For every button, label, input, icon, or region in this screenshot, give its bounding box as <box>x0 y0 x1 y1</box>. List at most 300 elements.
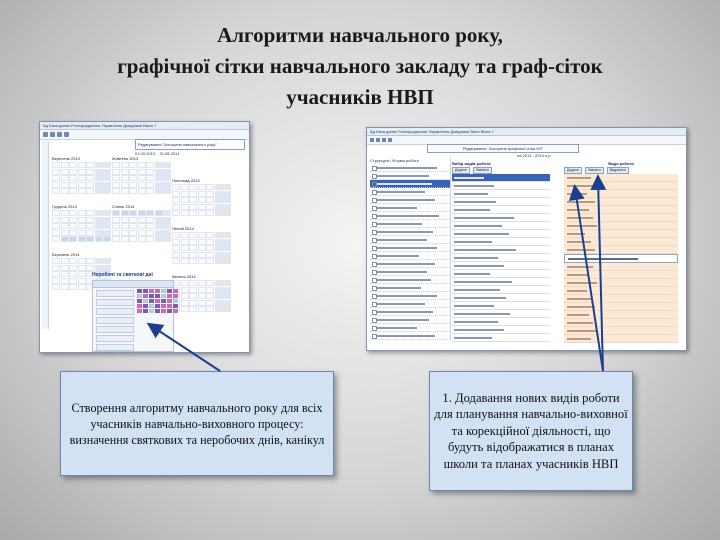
calendar-day-cell[interactable] <box>189 184 197 190</box>
calendar-day-cell[interactable] <box>129 223 137 229</box>
calendar-day-cell[interactable] <box>112 162 120 168</box>
calendar-day-cell[interactable] <box>206 239 214 245</box>
calendar-day-cell[interactable] <box>223 287 231 293</box>
calendar-day-cell[interactable] <box>163 236 171 242</box>
calendar-day-cell[interactable] <box>206 191 214 197</box>
tree-node[interactable] <box>370 292 450 300</box>
edit-button[interactable]: Змінити <box>473 167 492 174</box>
calendar-day-cell[interactable] <box>61 271 69 277</box>
calendar-day-cell[interactable] <box>129 162 137 168</box>
list-item[interactable] <box>452 190 550 198</box>
calendar-day-cell[interactable] <box>172 184 180 190</box>
calendar-day-cell[interactable] <box>172 191 180 197</box>
edit-button[interactable]: Змінити <box>585 167 604 174</box>
list-item[interactable] <box>452 278 550 286</box>
calendar-day-cell[interactable] <box>129 217 137 223</box>
calendar-day-cell[interactable] <box>61 210 69 216</box>
calendar-day-cell[interactable] <box>198 306 206 312</box>
calendar-day-cell[interactable] <box>181 306 189 312</box>
calendar-day-cell[interactable] <box>95 182 103 188</box>
calendar-day-cell[interactable] <box>163 188 171 194</box>
calendar-day-cell[interactable] <box>112 188 120 194</box>
calendar-day-cell[interactable] <box>61 223 69 229</box>
calendar-day-cell[interactable] <box>163 217 171 223</box>
list-item[interactable] <box>452 310 550 318</box>
holiday-cell[interactable] <box>143 309 148 313</box>
calendar-day-cell[interactable] <box>189 280 197 286</box>
calendar-day-cell[interactable] <box>198 197 206 203</box>
calendar-day-cell[interactable] <box>146 162 154 168</box>
calendar-day-cell[interactable] <box>69 188 77 194</box>
calendar-day-cell[interactable] <box>215 287 223 293</box>
calendar-day-cell[interactable] <box>181 300 189 306</box>
calendar-day-cell[interactable] <box>103 162 111 168</box>
calendar-day-cell[interactable] <box>52 236 60 242</box>
calendar-day-cell[interactable] <box>181 184 189 190</box>
calendar-day-cell[interactable] <box>172 210 180 216</box>
calendar-day-cell[interactable] <box>198 245 206 251</box>
calendar-day-cell[interactable] <box>189 197 197 203</box>
tree-node[interactable] <box>370 236 450 244</box>
calendar-day-cell[interactable] <box>52 284 60 290</box>
holiday-cell[interactable] <box>161 304 166 308</box>
tree-node[interactable] <box>370 180 450 188</box>
calendar-day-cell[interactable] <box>103 182 111 188</box>
list-item[interactable] <box>452 270 550 278</box>
calendar-day-cell[interactable] <box>52 223 60 229</box>
list-item[interactable] <box>452 214 550 222</box>
calendar-day-cell[interactable] <box>138 223 146 229</box>
list-item[interactable] <box>452 222 550 230</box>
calendar-day-cell[interactable] <box>172 197 180 203</box>
calendar-day-cell[interactable] <box>206 258 214 264</box>
calendar-day-cell[interactable] <box>189 306 197 312</box>
holiday-cell[interactable] <box>161 294 166 298</box>
tree-node[interactable] <box>370 212 450 220</box>
calendar-day-cell[interactable] <box>223 306 231 312</box>
calendar-day-cell[interactable] <box>95 217 103 223</box>
calendar-day-cell[interactable] <box>103 258 111 264</box>
calendar-day-cell[interactable] <box>121 162 129 168</box>
calendar-day-cell[interactable] <box>86 236 94 242</box>
calendar-day-cell[interactable] <box>61 230 69 236</box>
calendar-day-cell[interactable] <box>112 223 120 229</box>
calendar-day-cell[interactable] <box>121 175 129 181</box>
calendar-day-cell[interactable] <box>78 265 86 271</box>
calendar-day-cell[interactable] <box>138 217 146 223</box>
calendar-day-cell[interactable] <box>86 210 94 216</box>
list-item[interactable] <box>96 308 134 315</box>
holiday-cell[interactable] <box>137 309 142 313</box>
holiday-cell[interactable] <box>173 309 178 313</box>
calendar-day-cell[interactable] <box>163 182 171 188</box>
tree-node[interactable] <box>370 324 450 332</box>
list-item[interactable] <box>96 299 134 306</box>
calendar-day-cell[interactable] <box>121 236 129 242</box>
calendar-day-cell[interactable] <box>189 239 197 245</box>
calendar-day-cell[interactable] <box>206 232 214 238</box>
tree-node[interactable] <box>370 316 450 324</box>
add-button[interactable]: Додати <box>452 167 470 174</box>
calendar-day-cell[interactable] <box>155 169 163 175</box>
list-item[interactable] <box>96 290 134 297</box>
calendar-day-cell[interactable] <box>78 188 86 194</box>
calendar-day-cell[interactable] <box>146 236 154 242</box>
calendar-day-cell[interactable] <box>69 175 77 181</box>
calendar-day-cell[interactable] <box>95 236 103 242</box>
calendar-day-cell[interactable] <box>198 300 206 306</box>
calendar-day-cell[interactable] <box>78 271 86 277</box>
calendar-day-cell[interactable] <box>86 162 94 168</box>
calendar-day-cell[interactable] <box>86 230 94 236</box>
calendar-day-cell[interactable] <box>206 293 214 299</box>
calendar-day-cell[interactable] <box>146 175 154 181</box>
table-row[interactable] <box>564 271 678 279</box>
calendar-day-cell[interactable] <box>52 188 60 194</box>
calendar-day-cell[interactable] <box>61 265 69 271</box>
calendar-day-cell[interactable] <box>206 204 214 210</box>
tree-node[interactable] <box>370 196 450 204</box>
calendar-day-cell[interactable] <box>215 293 223 299</box>
calendar-day-cell[interactable] <box>223 245 231 251</box>
calendar-day-cell[interactable] <box>129 169 137 175</box>
calendar-day-cell[interactable] <box>138 162 146 168</box>
tree-node[interactable] <box>370 164 450 172</box>
calendar-day-cell[interactable] <box>155 175 163 181</box>
calendar-day-cell[interactable] <box>138 175 146 181</box>
calendar-day-cell[interactable] <box>198 287 206 293</box>
calendar-day-cell[interactable] <box>69 223 77 229</box>
table-row[interactable] <box>564 206 678 214</box>
list-item[interactable] <box>96 335 134 342</box>
list-item[interactable] <box>452 262 550 270</box>
calendar-day-cell[interactable] <box>206 210 214 216</box>
calendar-day-cell[interactable] <box>86 182 94 188</box>
tree-node[interactable] <box>370 276 450 284</box>
calendar-day-cell[interactable] <box>52 169 60 175</box>
list-item[interactable] <box>452 230 550 238</box>
tree-node[interactable] <box>370 220 450 228</box>
calendar-day-cell[interactable] <box>215 204 223 210</box>
calendar-day-cell[interactable] <box>112 236 120 242</box>
calendar-day-cell[interactable] <box>181 232 189 238</box>
holiday-cell[interactable] <box>149 309 154 313</box>
table-row[interactable] <box>564 287 678 295</box>
calendar-day-cell[interactable] <box>198 258 206 264</box>
tree-node[interactable] <box>370 172 450 180</box>
calendar-day-cell[interactable] <box>52 265 60 271</box>
calendar-day-cell[interactable] <box>223 210 231 216</box>
calendar-day-cell[interactable] <box>61 284 69 290</box>
calendar-day-cell[interactable] <box>163 230 171 236</box>
calendar-day-cell[interactable] <box>52 162 60 168</box>
calendar-day-cell[interactable] <box>206 197 214 203</box>
calendar-day-cell[interactable] <box>206 245 214 251</box>
calendar-day-cell[interactable] <box>163 223 171 229</box>
calendar-day-cell[interactable] <box>189 287 197 293</box>
holiday-cell[interactable] <box>167 294 172 298</box>
list-item[interactable] <box>452 294 550 302</box>
table-row[interactable] <box>564 190 678 198</box>
holiday-cell[interactable] <box>167 289 172 293</box>
calendar-day-cell[interactable] <box>121 230 129 236</box>
holiday-cell[interactable] <box>167 304 172 308</box>
calendar-day-cell[interactable] <box>206 280 214 286</box>
calendar-day-cell[interactable] <box>172 232 180 238</box>
calendar-day-cell[interactable] <box>95 258 103 264</box>
list-item[interactable] <box>452 238 550 246</box>
calendar-day-cell[interactable] <box>215 184 223 190</box>
calendar-day-cell[interactable] <box>198 210 206 216</box>
calendar-day-cell[interactable] <box>198 252 206 258</box>
tree-node[interactable] <box>370 268 450 276</box>
calendar-day-cell[interactable] <box>69 271 77 277</box>
holiday-cell[interactable] <box>143 304 148 308</box>
calendar-day-cell[interactable] <box>95 175 103 181</box>
list-item[interactable] <box>452 318 550 326</box>
holiday-cell[interactable] <box>167 309 172 313</box>
calendar-day-cell[interactable] <box>223 293 231 299</box>
calendar-day-cell[interactable] <box>61 169 69 175</box>
calendar-day-cell[interactable] <box>78 223 86 229</box>
calendar-day-cell[interactable] <box>121 210 129 216</box>
tree-node[interactable] <box>370 188 450 196</box>
list-item[interactable] <box>452 254 550 262</box>
calendar-day-cell[interactable] <box>112 217 120 223</box>
table-row[interactable] <box>564 238 678 246</box>
calendar-day-cell[interactable] <box>223 258 231 264</box>
holiday-cell[interactable] <box>161 299 166 303</box>
calendar-day-cell[interactable] <box>61 278 69 284</box>
calendar-day-cell[interactable] <box>181 245 189 251</box>
calendar-day-cell[interactable] <box>189 300 197 306</box>
calendar-day-cell[interactable] <box>61 217 69 223</box>
calendar-day-cell[interactable] <box>198 293 206 299</box>
calendar-day-cell[interactable] <box>95 265 103 271</box>
calendar-day-cell[interactable] <box>103 217 111 223</box>
calendar-day-cell[interactable] <box>103 188 111 194</box>
calendar-day-cell[interactable] <box>61 162 69 168</box>
calendar-day-cell[interactable] <box>138 230 146 236</box>
calendar-day-cell[interactable] <box>223 204 231 210</box>
table-row-selected[interactable] <box>564 254 678 263</box>
tree-node[interactable] <box>370 204 450 212</box>
calendar-day-cell[interactable] <box>69 162 77 168</box>
calendar-day-cell[interactable] <box>181 287 189 293</box>
list-item[interactable] <box>452 174 550 182</box>
calendar-day-cell[interactable] <box>146 169 154 175</box>
table-row[interactable] <box>564 198 678 206</box>
calendar-day-cell[interactable] <box>103 175 111 181</box>
calendar-day-cell[interactable] <box>189 204 197 210</box>
calendar-day-cell[interactable] <box>129 188 137 194</box>
calendar-day-cell[interactable] <box>189 232 197 238</box>
calendar-day-cell[interactable] <box>86 175 94 181</box>
calendar-day-cell[interactable] <box>78 230 86 236</box>
calendar-day-cell[interactable] <box>138 188 146 194</box>
calendar-day-cell[interactable] <box>129 230 137 236</box>
table-row[interactable] <box>564 311 678 319</box>
tree-node[interactable] <box>370 252 450 260</box>
list-item[interactable] <box>452 198 550 206</box>
calendar-day-cell[interactable] <box>69 284 77 290</box>
calendar-day-cell[interactable] <box>189 245 197 251</box>
calendar-day-cell[interactable] <box>215 300 223 306</box>
calendar-day-cell[interactable] <box>129 175 137 181</box>
calendar-day-cell[interactable] <box>198 239 206 245</box>
calendar-day-cell[interactable] <box>198 191 206 197</box>
holiday-cell[interactable] <box>149 299 154 303</box>
calendar-day-cell[interactable] <box>103 230 111 236</box>
list-item[interactable] <box>96 317 134 324</box>
calendar-day-cell[interactable] <box>103 169 111 175</box>
holiday-cell[interactable] <box>173 299 178 303</box>
calendar-day-cell[interactable] <box>112 210 120 216</box>
calendar-day-cell[interactable] <box>155 230 163 236</box>
calendar-day-cell[interactable] <box>155 223 163 229</box>
calendar-day-cell[interactable] <box>69 230 77 236</box>
calendar-day-cell[interactable] <box>215 191 223 197</box>
table-row[interactable] <box>564 319 678 327</box>
holiday-cell[interactable] <box>155 304 160 308</box>
calendar-day-cell[interactable] <box>163 210 171 216</box>
list-item[interactable] <box>452 286 550 294</box>
calendar-day-cell[interactable] <box>61 258 69 264</box>
tree-node[interactable] <box>370 284 450 292</box>
calendar-day-cell[interactable] <box>146 223 154 229</box>
calendar-day-cell[interactable] <box>86 169 94 175</box>
calendar-day-cell[interactable] <box>52 175 60 181</box>
calendar-day-cell[interactable] <box>112 175 120 181</box>
holiday-cell[interactable] <box>155 294 160 298</box>
table-row[interactable] <box>564 246 678 254</box>
calendar-day-cell[interactable] <box>172 204 180 210</box>
calendar-day-cell[interactable] <box>163 175 171 181</box>
calendar-day-cell[interactable] <box>52 230 60 236</box>
calendar-day-cell[interactable] <box>181 210 189 216</box>
calendar-day-cell[interactable] <box>52 182 60 188</box>
table-row[interactable] <box>564 335 678 343</box>
tree-node[interactable] <box>370 300 450 308</box>
calendar-day-cell[interactable] <box>215 197 223 203</box>
list-item[interactable] <box>452 302 550 310</box>
calendar-day-cell[interactable] <box>86 217 94 223</box>
calendar-day-cell[interactable] <box>52 278 60 284</box>
table-row[interactable] <box>564 263 678 271</box>
calendar-day-cell[interactable] <box>121 188 129 194</box>
table-row[interactable] <box>564 295 678 303</box>
table-row[interactable] <box>564 230 678 238</box>
calendar-day-cell[interactable] <box>52 217 60 223</box>
table-row[interactable] <box>564 303 678 311</box>
calendar-day-cell[interactable] <box>129 236 137 242</box>
holiday-cell[interactable] <box>173 289 178 293</box>
calendar-day-cell[interactable] <box>189 252 197 258</box>
calendar-day-cell[interactable] <box>121 169 129 175</box>
calendar-day-cell[interactable] <box>69 182 77 188</box>
list-item[interactable] <box>452 334 550 342</box>
calendar-day-cell[interactable] <box>138 169 146 175</box>
calendar-day-cell[interactable] <box>181 252 189 258</box>
table-row[interactable] <box>564 222 678 230</box>
calendar-day-cell[interactable] <box>155 217 163 223</box>
calendar-day-cell[interactable] <box>121 182 129 188</box>
calendar-day-cell[interactable] <box>103 210 111 216</box>
holiday-cell[interactable] <box>149 289 154 293</box>
calendar-day-cell[interactable] <box>95 210 103 216</box>
calendar-day-cell[interactable] <box>121 223 129 229</box>
calendar-day-cell[interactable] <box>78 169 86 175</box>
calendar-day-cell[interactable] <box>69 210 77 216</box>
calendar-day-cell[interactable] <box>78 278 86 284</box>
calendar-day-cell[interactable] <box>86 188 94 194</box>
calendar-day-cell[interactable] <box>146 210 154 216</box>
calendar-day-cell[interactable] <box>138 182 146 188</box>
calendar-day-cell[interactable] <box>61 236 69 242</box>
calendar-day-cell[interactable] <box>215 239 223 245</box>
calendar-day-cell[interactable] <box>138 236 146 242</box>
calendar-day-cell[interactable] <box>181 197 189 203</box>
table-row[interactable] <box>564 182 678 190</box>
table-row[interactable] <box>564 279 678 287</box>
calendar-day-cell[interactable] <box>223 197 231 203</box>
calendar-day-cell[interactable] <box>215 252 223 258</box>
calendar-day-cell[interactable] <box>112 230 120 236</box>
holiday-cell[interactable] <box>155 309 160 313</box>
calendar-day-cell[interactable] <box>78 210 86 216</box>
list-item[interactable] <box>96 344 134 351</box>
calendar-day-cell[interactable] <box>146 188 154 194</box>
calendar-day-cell[interactable] <box>52 210 60 216</box>
calendar-day-cell[interactable] <box>223 252 231 258</box>
calendar-day-cell[interactable] <box>52 271 60 277</box>
delete-button[interactable]: Видалити <box>607 167 629 174</box>
calendar-day-cell[interactable] <box>103 236 111 242</box>
calendar-day-cell[interactable] <box>69 258 77 264</box>
holiday-cell[interactable] <box>149 304 154 308</box>
calendar-day-cell[interactable] <box>78 258 86 264</box>
calendar-day-cell[interactable] <box>78 175 86 181</box>
calendar-day-cell[interactable] <box>198 232 206 238</box>
calendar-day-cell[interactable] <box>181 293 189 299</box>
calendar-day-cell[interactable] <box>206 300 214 306</box>
calendar-day-cell[interactable] <box>69 217 77 223</box>
tree-node[interactable] <box>370 308 450 316</box>
calendar-day-cell[interactable] <box>189 293 197 299</box>
holiday-cell[interactable] <box>137 294 142 298</box>
calendar-day-cell[interactable] <box>215 232 223 238</box>
calendar-day-cell[interactable] <box>172 252 180 258</box>
list-item[interactable] <box>452 326 550 334</box>
calendar-day-cell[interactable] <box>223 300 231 306</box>
calendar-day-cell[interactable] <box>198 184 206 190</box>
table-row[interactable] <box>564 214 678 222</box>
list-item[interactable] <box>452 182 550 190</box>
holiday-cell[interactable] <box>161 289 166 293</box>
holiday-cell[interactable] <box>173 294 178 298</box>
holiday-cell[interactable] <box>137 304 142 308</box>
calendar-day-cell[interactable] <box>181 204 189 210</box>
holiday-cell[interactable] <box>149 294 154 298</box>
calendar-day-cell[interactable] <box>95 188 103 194</box>
calendar-day-cell[interactable] <box>181 258 189 264</box>
calendar-day-cell[interactable] <box>86 223 94 229</box>
holiday-cell[interactable] <box>161 309 166 313</box>
calendar-day-cell[interactable] <box>215 210 223 216</box>
calendar-day-cell[interactable] <box>155 236 163 242</box>
calendar-day-cell[interactable] <box>198 280 206 286</box>
calendar-day-cell[interactable] <box>95 223 103 229</box>
